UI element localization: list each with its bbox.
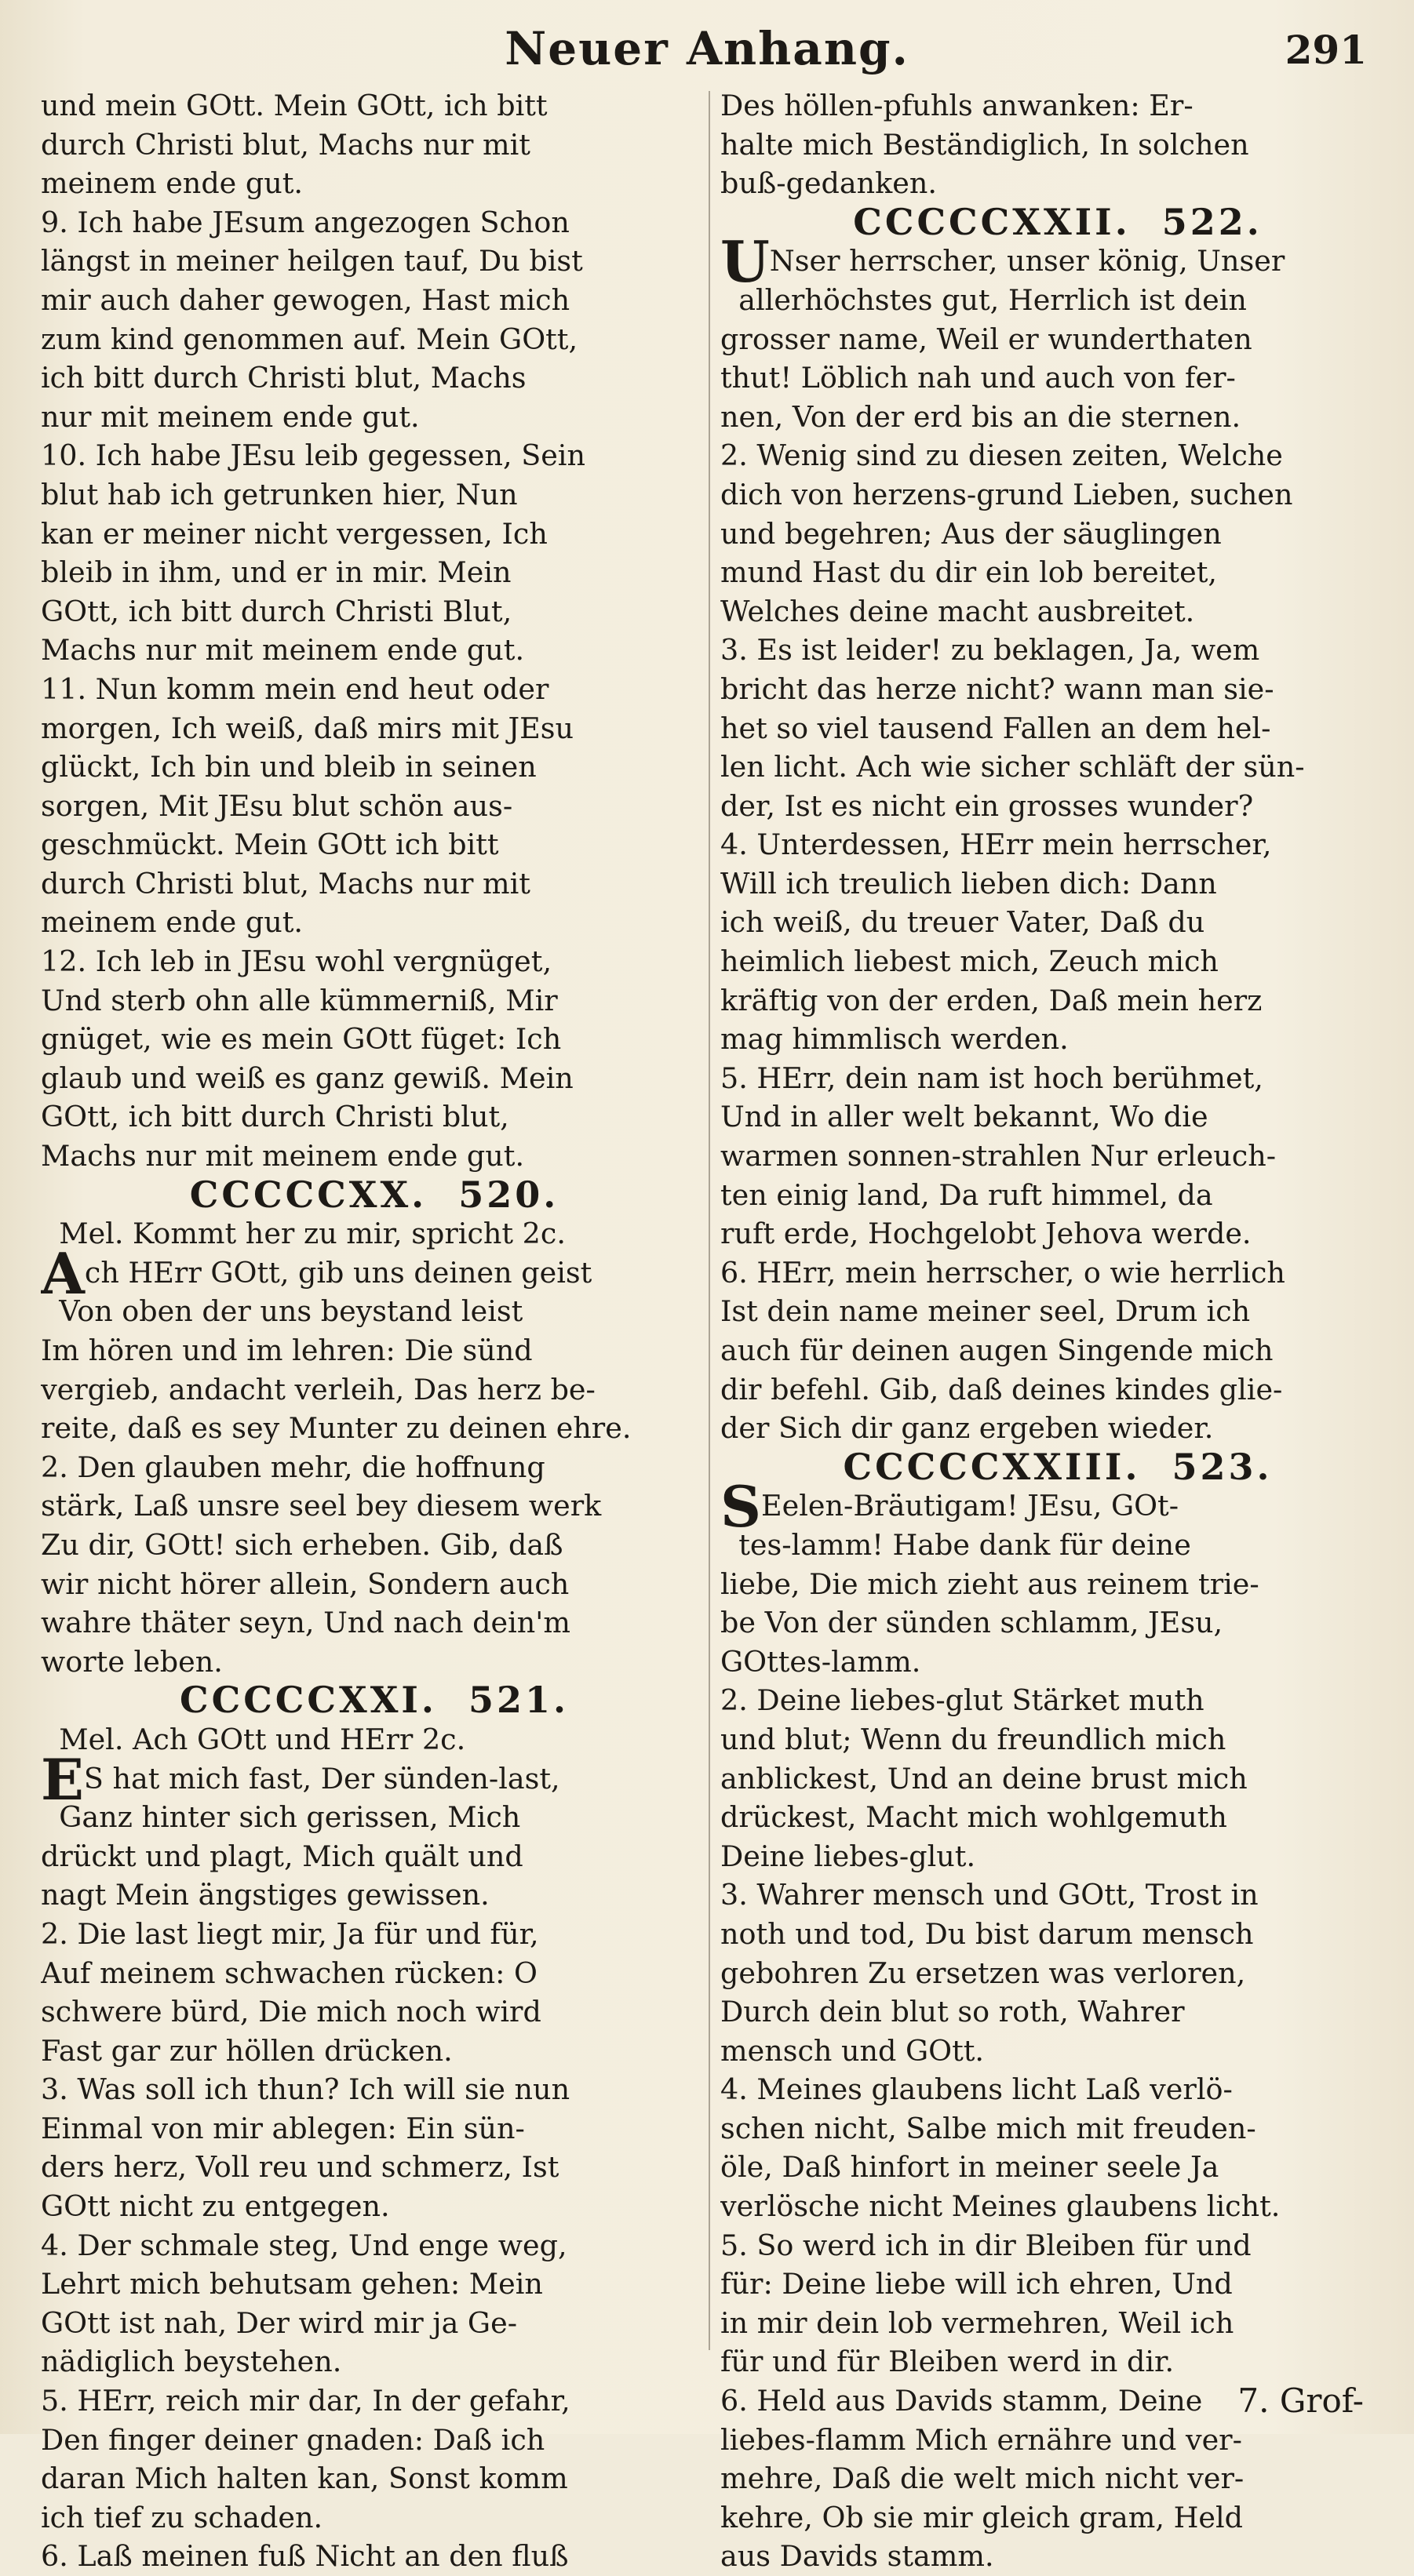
verse-line: und mein GOtt. Mein GOtt, ich bitt	[41, 89, 548, 122]
verse-line: mund Hast du dir ein lob bereitet,	[720, 555, 1217, 590]
verse-line: daran Mich halten kan, Sonst komm	[41, 2461, 568, 2496]
verse-line: glückt, Ich bin und bleib in seinen	[41, 750, 537, 784]
verse-line: geschmückt. Mein GOtt ich bitt	[41, 828, 499, 862]
verse-line: 5. HErr, dein nam ist hoch berühmet,	[720, 1061, 1263, 1095]
verse-line: stärk, Laß unsre seel bey diesem werk	[41, 1489, 602, 1523]
verse-line: 4. Unterdessen, HErr mein herrscher,	[720, 828, 1272, 862]
verse-line: allerhöchstes gut, Herrlich ist dein	[720, 282, 1247, 317]
verse-line: der Sich dir ganz ergeben wieder.	[720, 1411, 1214, 1446]
verse-line: dich von herzens-grund Lieben, suchen	[720, 477, 1293, 511]
verse-line: und begehren; Aus der säuglingen	[720, 516, 1222, 551]
verse-line: Machs nur mit meinem ende gut.	[41, 1139, 525, 1173]
verse-line: Und sterb ohn alle kümmerniß, Mir	[41, 983, 558, 1017]
running-title: Neuer Anhang.	[505, 22, 909, 75]
verse-line: Will ich treulich lieben dich: Dann	[720, 866, 1217, 901]
hymn-first-line-521: ES hat mich fast, Der sünden-last,	[41, 1745, 560, 1813]
verse-line: blut hab ich getrunken hier, Nun	[41, 477, 518, 511]
verse-line: Ist dein name meiner seel, Drum ich	[720, 1294, 1251, 1329]
verse-line: sorgen, Mit JEsu blut schön aus-	[41, 788, 513, 823]
verse-line: tes-lamm! Habe dank für deine	[720, 1527, 1191, 1562]
verse-line: Ganz hinter sich gerissen, Mich	[41, 1800, 521, 1835]
verse-line: 2. Deine liebes-glut Stärket muth	[720, 1683, 1204, 1718]
verse-line: öle, Daß hinfort in meiner seele Ja	[720, 2150, 1219, 2185]
verse-line: kräftig von der erden, Daß mein herz	[720, 983, 1263, 1017]
verse-line: bricht das herze nicht? wann man sie-	[720, 671, 1274, 706]
verse-line: mehre, Daß die welt mich nicht ver-	[720, 2461, 1245, 2496]
verse-line: warmen sonnen-strahlen Nur erleuch-	[720, 1139, 1277, 1173]
verse-line: für: Deine liebe will ich ehren, Und	[720, 2267, 1233, 2301]
verse-line: Auf meinem schwachen rücken: O	[41, 1956, 538, 1990]
verse-line: 5. HErr, reich mir dar, In der gefahr,	[41, 2384, 570, 2418]
verse-line: ten einig land, Da ruft himmel, da	[720, 1177, 1213, 1212]
verse-line: längst in meiner heilgen tauf, Du bist	[41, 244, 583, 278]
verse-line: be Von der sünden schlamm, JEsu,	[720, 1606, 1223, 1640]
verse-line: 5. So werd ich in dir Bleiben für und	[720, 2228, 1252, 2262]
verse-line: 11. Nun komm mein end heut oder	[41, 671, 549, 706]
hymn-heading-523: CCCCCXXIII. 523.	[843, 1445, 1273, 1488]
verse-line: verlösche nicht Meines glaubens licht.	[720, 2189, 1281, 2224]
verse-line: liebe, Die mich zieht aus reinem trie-	[720, 1566, 1259, 1601]
verse-line: für und für Bleiben werd in dir.	[720, 2345, 1175, 2379]
verse-line: 2. Wenig sind zu diesen zeiten, Welche	[720, 438, 1283, 473]
verse-line: bleib in ihm, und er in mir. Mein	[41, 555, 512, 590]
verse-line: kan er meiner nicht vergessen, Ich	[41, 516, 548, 551]
verse-line: kehre, Ob sie mir gleich gram, Held	[720, 2500, 1244, 2534]
verse-line: GOtt ist nah, Der wird mir ja Ge-	[41, 2305, 518, 2340]
verse-line: und blut; Wenn du freundlich mich	[720, 1722, 1226, 1756]
verse-line: dir befehl. Gib, daß deines kindes glie-	[720, 1372, 1283, 1406]
verse-line: nagt Mein ängstiges gewissen.	[41, 1878, 490, 1912]
drop-cap: A	[41, 1239, 85, 1307]
verse-line: 4. Meines glaubens licht Laß verlö-	[720, 2072, 1233, 2107]
verse-line: schwere bürd, Die mich noch wird	[41, 1995, 541, 2029]
column-divider	[709, 91, 710, 2350]
verse-line: wir nicht hörer allein, Sondern auch	[41, 1566, 570, 1601]
drop-cap: U	[720, 228, 770, 296]
verse-line: reite, daß es sey Munter zu deinen ehre.	[41, 1411, 632, 1446]
verse-line: der, Ist es nicht ein grosses wunder?	[720, 788, 1254, 823]
verse-line: in mir dein lob vermehren, Weil ich	[720, 2305, 1234, 2340]
verse-line: 9. Ich habe JEsum angezogen Schon	[41, 205, 570, 239]
verse-line: nädiglich beystehen.	[41, 2345, 342, 2379]
verse-line: heimlich liebest mich, Zeuch mich	[720, 944, 1219, 979]
verse-line: gnüget, wie es mein GOtt füget: Ich	[41, 1022, 562, 1057]
verse-line: Zu dir, GOtt! sich erheben. Gib, daß	[41, 1527, 563, 1562]
verse-line: drückt und plagt, Mich quält und	[41, 1839, 523, 1873]
verse-line: glaub und weiß es ganz gewiß. Mein	[41, 1061, 574, 1095]
drop-cap: S	[720, 1473, 761, 1541]
verse-line: 4. Der schmale steg, Und enge weg,	[41, 2228, 567, 2262]
melody-line-521: Mel. Ach GOtt und HErr 2c.	[41, 1722, 466, 1756]
catchword: 7. Grof-	[1237, 2381, 1364, 2420]
verse-line: morgen, Ich weiß, daß mirs mit JEsu	[41, 711, 574, 745]
verse-line: ich bitt durch Christi blut, Machs	[41, 361, 527, 395]
verse-line: 3. Wahrer mensch und GOtt, Trost in	[720, 1878, 1259, 1912]
verse-line: Lehrt mich behutsam gehen: Mein	[41, 2267, 543, 2301]
verse-line: Machs nur mit meinem ende gut.	[41, 633, 525, 668]
hymn-heading-521: CCCCCXXI. 521.	[179, 1679, 570, 1722]
verse-line: Durch dein blut so roth, Wahrer	[720, 1995, 1185, 2029]
right-column	[720, 86, 1395, 2576]
verse-line: GOtt, ich bitt durch Christi Blut,	[41, 594, 512, 628]
verse-line: grosser name, Weil er wunderthaten	[720, 322, 1252, 356]
verse-line: ich tief zu schaden.	[41, 2500, 323, 2534]
verse-line: schen nicht, Salbe mich mit freuden-	[720, 2111, 1256, 2145]
verse-line: anblickest, Und an deine brust mich	[720, 1761, 1248, 1796]
verse-line: buß-gedanken.	[720, 166, 938, 201]
verse-line: Deine liebes-glut.	[720, 1839, 976, 1873]
hymn-first-line-523: SEelen-Bräutigam! JEsu, GOt-	[720, 1473, 1179, 1541]
verse-line: Den finger deiner gnaden: Daß ich	[41, 2422, 545, 2457]
verse-line: aus Davids stamm.	[720, 2539, 994, 2574]
hymn-first-line-522: UNser herrscher, unser könig, Unser	[720, 228, 1285, 296]
verse-line: gebohren Zu ersetzen was verloren,	[720, 1956, 1246, 1990]
verse-line: Im hören und im lehren: Die sünd	[41, 1333, 533, 1367]
verse-line: 3. Es ist leider! zu beklagen, Ja, wem	[720, 633, 1260, 668]
verse-line: 3. Was soll ich thun? Ich will sie nun	[41, 2072, 570, 2107]
hymn-first-line-520: Ach HErr GOtt, gib uns deinen geist	[41, 1239, 592, 1307]
verse-line: meinem ende gut.	[41, 905, 304, 940]
verse-line: vergieb, andacht verleih, Das herz be-	[41, 1372, 596, 1406]
left-column	[41, 86, 708, 2576]
verse-line: 10. Ich habe JEsu leib gegessen, Sein	[41, 438, 585, 473]
verse-line: durch Christi blut, Machs nur mit	[41, 866, 530, 901]
verse-line: noth und tod, Du bist darum mensch	[720, 1916, 1254, 1951]
verse-line: 12. Ich leb in JEsu wohl vergnüget,	[41, 944, 552, 979]
verse-line: Einmal von mir ablegen: Ein sün-	[41, 2111, 525, 2145]
verse-line: het so viel tausend Fallen an dem hel-	[720, 711, 1271, 745]
verse-line: halte mich Beständiglich, In solchen	[720, 127, 1249, 162]
verse-line: meinem ende gut.	[41, 166, 304, 201]
verse-line: GOtt nicht zu entgegen.	[41, 2189, 390, 2224]
verse-line: 6. Held aus Davids stamm, Deine	[720, 2384, 1203, 2418]
verse-line: mag himmlisch werden.	[720, 1022, 1069, 1057]
verse-line: Fast gar zur höllen drücken.	[41, 2033, 453, 2068]
verse-line: 2. Den glauben mehr, die hoffnung	[41, 1450, 545, 1484]
verse-line: ich weiß, du treuer Vater, Daß du	[720, 905, 1205, 940]
hymn-heading-520: CCCCCXX. 520.	[189, 1173, 559, 1216]
verse-line: worte leben.	[41, 1644, 223, 1679]
verse-line: len licht. Ach wie sicher schläft der sün-	[720, 750, 1305, 784]
verse-line: Und in aller welt bekannt, Wo die	[720, 1100, 1208, 1134]
running-header	[31, 14, 1383, 85]
verse-line: 6. Laß meinen fuß Nicht an den fluß	[41, 2539, 569, 2574]
verse-line: zum kind genommen auf. Mein GOtt,	[41, 322, 578, 356]
verse-line: Des höllen-pfuhls anwanken: Er-	[720, 89, 1194, 122]
verse-line: durch Christi blut, Machs nur mit	[41, 127, 530, 162]
verse-line: ruft erde, Hochgelobt Jehova werde.	[720, 1217, 1252, 1251]
verse-line: liebes-flamm Mich ernähre und ver-	[720, 2422, 1242, 2457]
verse-line: ders herz, Voll reu und schmerz, Ist	[41, 2150, 559, 2185]
verse-line: 6. HErr, mein herrscher, o wie herrlich	[720, 1255, 1285, 1290]
verse-line: nur mit meinem ende gut.	[41, 399, 420, 434]
verse-line: GOtt, ich bitt durch Christi blut,	[41, 1100, 509, 1134]
verse-line: auch für deinen augen Singende mich	[720, 1333, 1274, 1367]
verse-line: Welches deine macht ausbreitet.	[720, 594, 1195, 628]
verse-line: wahre thäter seyn, Und nach dein'm	[41, 1606, 570, 1640]
verse-line: mir auch daher gewogen, Hast mich	[41, 282, 570, 317]
verse-line: nen, Von der erd bis an die sternen.	[720, 399, 1241, 434]
page-number: 291	[1285, 27, 1367, 73]
drop-cap: E	[41, 1745, 84, 1813]
melody-line-520: Mel. Kommt her zu mir, spricht 2c.	[41, 1217, 566, 1251]
hymn-heading-522: CCCCCXXII. 522.	[853, 200, 1263, 243]
verse-line: thut! Löblich nah und auch von fer-	[720, 361, 1236, 395]
verse-line: 2. Die last liegt mir, Ja für und für,	[41, 1916, 539, 1951]
verse-line: Von oben der uns beystand leist	[41, 1294, 523, 1329]
verse-line: mensch und GOtt.	[720, 2033, 985, 2068]
verse-line: drückest, Macht mich wohlgemuth	[720, 1800, 1227, 1835]
verse-line: GOttes-lamm.	[720, 1644, 921, 1679]
